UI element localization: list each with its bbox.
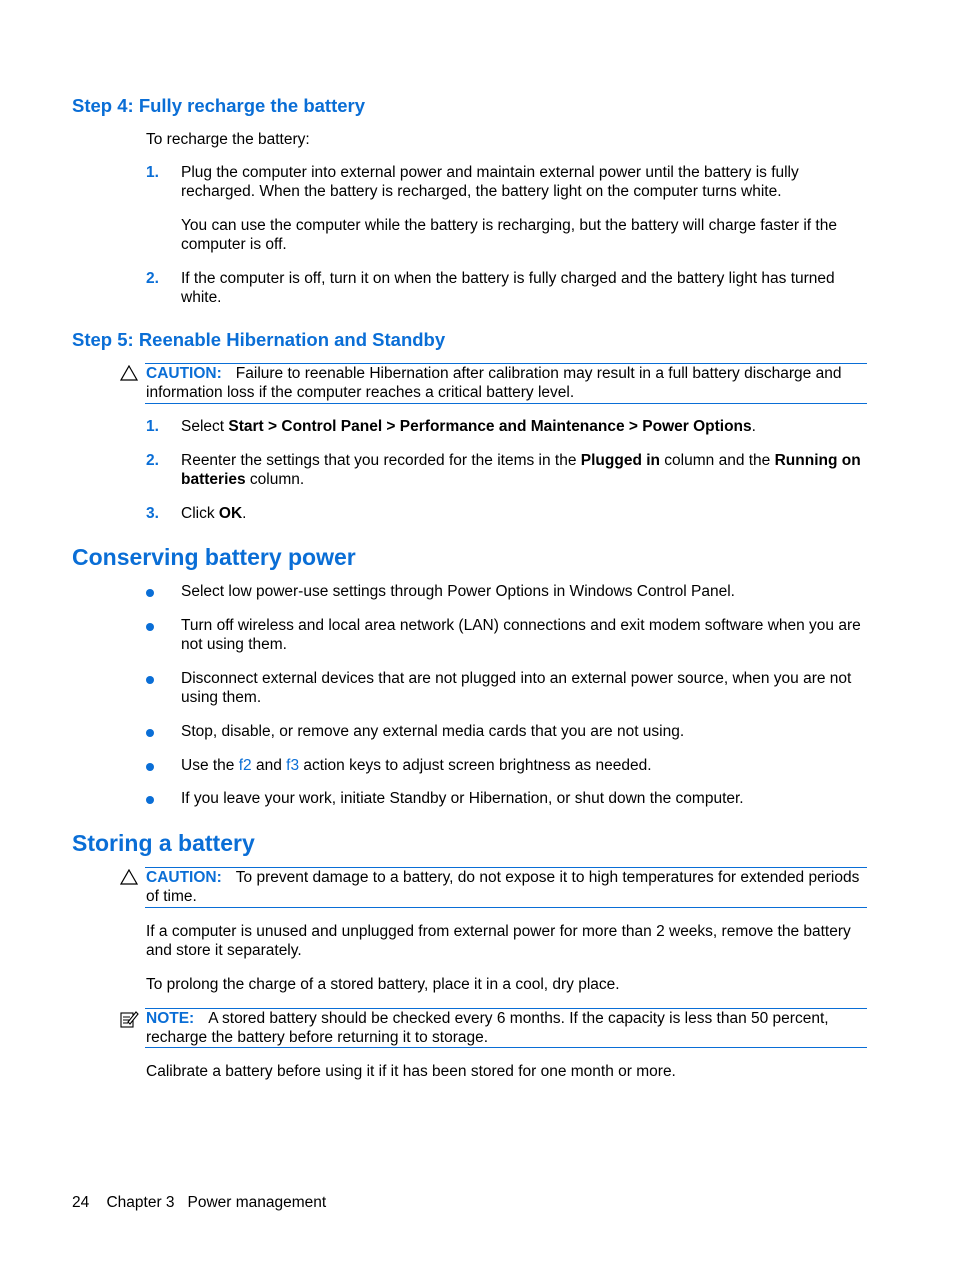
caution-label: CAUTION: <box>146 869 222 886</box>
step5-item1-text: Select Start > Control Panel > Performance and Maintenance > Power Options. <box>181 418 756 435</box>
page-number: 24 <box>72 1194 90 1211</box>
note-bottom-rule <box>145 1047 867 1048</box>
note-label: NOTE: <box>146 1010 195 1027</box>
step4-intro: To recharge the battery: <box>146 131 310 148</box>
caution-text: Failure to reenable Hibernation after calibration may result in a full battery discharge and information loss if the computer reaches a critical battery level. <box>146 365 842 401</box>
note-pencil-icon <box>119 1009 139 1034</box>
f3-key-link[interactable]: f3 <box>286 757 300 774</box>
storing-heading: Storing a battery <box>72 830 255 856</box>
conserving-bullet-2: Turn off wireless and local area network (LAN) connections and exit modem software when you are not using them. <box>181 617 861 653</box>
caution-triangle-icon <box>120 869 138 890</box>
bullet-icon <box>146 676 154 684</box>
caution-bottom-rule <box>145 907 867 908</box>
caution-bottom-rule <box>145 403 867 404</box>
f2-key-link[interactable]: f2 <box>238 757 252 774</box>
storing-paragraph-1: If a computer is unused and unplugged from external power for more than 2 weeks, remove the battery and store it separately. <box>146 923 851 959</box>
conserving-bullet-3: Disconnect external devices that are not plugged into an external power source, when you are not using them. <box>181 670 852 706</box>
note-text: A stored battery should be checked every 6 months. If the capacity is less than 50 percent, recharge the battery before returning it to storage. <box>146 1010 829 1046</box>
storing-paragraph-2: To prolong the charge of a stored battery, place it in a cool, dry place. <box>146 976 620 993</box>
storing-note <box>146 1009 868 1047</box>
step5-item2-number: 2. <box>146 452 159 469</box>
storing-paragraph-3: Calibrate a battery before using it if it has been stored for one month or more. <box>146 1063 676 1080</box>
step4-item1-text: Plug the computer into external power and maintain external power until the battery is fully recharged. When the battery is recharged, the battery light on the computer turns white. <box>181 164 799 200</box>
bullet-icon <box>146 763 154 771</box>
step5-item3-number: 3. <box>146 505 159 522</box>
storing-caution <box>146 868 868 906</box>
step4-item1-number: 1. <box>146 164 159 181</box>
chapter-label: Chapter 3 <box>106 1194 175 1211</box>
step4-item2-text: If the computer is off, turn it on when the battery is fully charged and the battery light has turned white. <box>181 270 835 306</box>
conserving-heading: Conserving battery power <box>72 544 356 570</box>
bullet-icon <box>146 796 154 804</box>
step5-item1-number: 1. <box>146 418 159 435</box>
step5-heading: Step 5: Reenable Hibernation and Standby <box>72 329 446 350</box>
step5-item2-text: Reenter the settings that you recorded for the items in the Plugged in column and the Running on batteries column. <box>181 452 861 488</box>
conserving-bullet-5: Use the f2 and f3 action keys to adjust screen brightness as needed. <box>181 757 652 774</box>
step5-caution <box>146 364 868 402</box>
chapter-title: Power management <box>187 1194 327 1211</box>
step5-item3-text: Click OK. <box>181 505 247 522</box>
conserving-bullet-4: Stop, disable, or remove any external media cards that you are not using. <box>181 723 685 740</box>
step4-item2-number: 2. <box>146 270 159 287</box>
caution-triangle-icon <box>120 365 138 386</box>
step4-heading: Step 4: Fully recharge the battery <box>72 95 366 116</box>
conserving-bullet-6: If you leave your work, initiate Standby or Hibernation, or shut down the computer. <box>181 790 744 807</box>
bullet-icon <box>146 589 154 597</box>
bullet-icon <box>146 729 154 737</box>
caution-label: CAUTION: <box>146 365 222 382</box>
page-footer <box>72 1193 326 1212</box>
bullet-icon <box>146 623 154 631</box>
conserving-bullet-1: Select low power-use settings through Power Options in Windows Control Panel. <box>181 583 735 600</box>
step4-item1-subtext: You can use the computer while the battery is recharging, but the battery will charge faster if the computer is off. <box>181 217 837 253</box>
caution-text: To prevent damage to a battery, do not expose it to high temperatures for extended periods of time. <box>146 869 860 905</box>
